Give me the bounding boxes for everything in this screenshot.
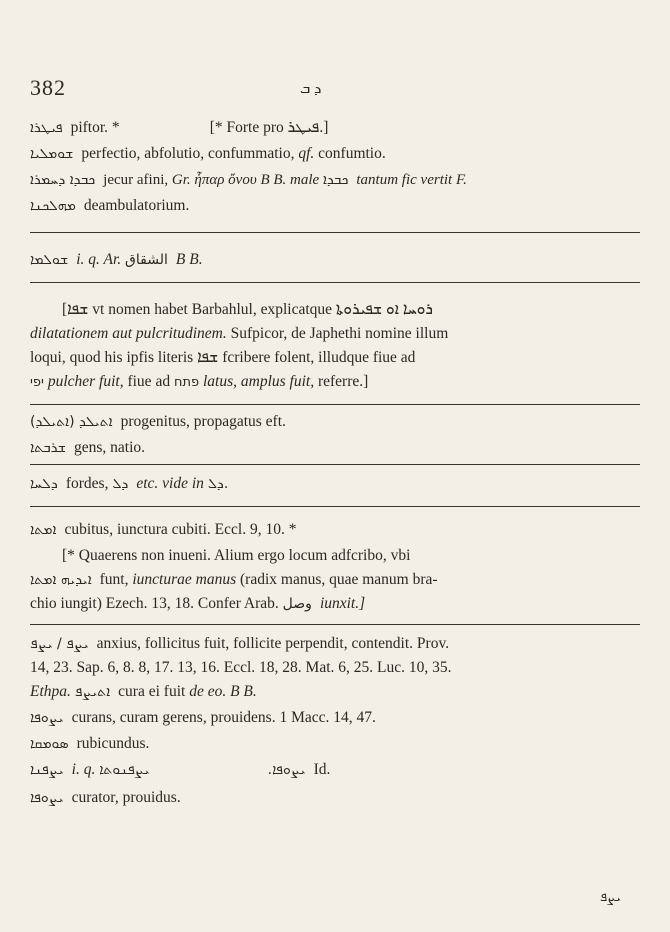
entry-3: ܟܒܕܐ ܕܚܡܪܐ jecur afini, Gr. ἧπαρ ὄνου B B. male ܟܒܕܐ tantum fic vertit F.	[30, 172, 467, 188]
entry-cubitus: ܐܡܬܐ cubitus, iunctura cubiti. Eccl. 9, 10. *	[30, 521, 297, 538]
divider	[30, 282, 640, 283]
entry7-line2: 14, 23. Sap. 6, 8. 8, 17. 13, 16. Eccl. 18, 28. Mat. 6, 25. Luc. 10, 35.	[30, 659, 452, 676]
entry-curans: ܝܨܘܦܐ curans, curam gerens, prouidens. 1 Macc. 14, 47.	[30, 709, 376, 726]
entry-1: ܦܝܛܪܐ piftor. * [* Forte pro ܦܝܛܪ.]	[30, 119, 329, 136]
entry7-line1: ܝܨܦ / ܝܨܦ anxius, follicitus fuit, follicite perpendit, contendit. Prov.	[30, 635, 450, 652]
entry7-line3: Ethpa. ܐܬܝܨܦ cura ei fuit de eo. B B.	[30, 683, 257, 700]
divider	[30, 404, 640, 405]
divider	[30, 464, 640, 465]
entry-2: ܫܘܡܠܝܐ perfectio, abfolutio, confummatio, qf. confumtio.	[30, 145, 386, 162]
catchword: ܝܨܦ	[600, 890, 621, 905]
divider	[30, 624, 640, 625]
entry-shulama: ܫܘܠܡܐ i. q. Ar. الشقاق B B.	[30, 251, 203, 268]
entry-etiled: (ܐܬܝܠܕ) ܐܬܝܠܕ progenitus, propagatus eft.	[30, 413, 286, 430]
entry-rubicundus: ܣܘܡܩܐ rubicundus.	[30, 735, 150, 752]
divider	[30, 232, 640, 233]
divider	[30, 506, 640, 507]
entry-iq: ܝܨܦܢܐ i. q. ܝܨܘܦܐ.ܝܨܦܢܘܬܐ Id.	[30, 761, 331, 778]
para2-line1: [* Quaerens non inueni. Alium ergo locum adfcribo, vbi	[62, 547, 411, 564]
page-number: 382	[30, 75, 66, 100]
para2-line3: chio iungit) Ezech. 13, 18. Confer Arab. وصل iunxit.]	[30, 595, 366, 612]
entry-4: ܡܗܠܟܢܐ deambulatorium.	[30, 197, 190, 214]
para2-line2: ܐܝܕܝܗ ܐܡܬܐ funt, iuncturae manus (radix manus, quae manum bra-	[30, 571, 438, 588]
entry-curator: ܝܨܘܦܐ curator, prouidus.	[30, 789, 181, 806]
para1-line3: loqui, quod his ipfis literis ܫܦܐ fcribere folent, illudque fiue ad	[30, 349, 416, 366]
para1-line1: [ܫܦܐ vt nomen habet Barbahlul, explicatque ܪܘܚܐ ܐܘ ܫܦܝܪܘܬܐ	[62, 301, 433, 318]
entry-sordes: ܕܠܚܐ fordes, ܕܠ etc. vide in ܕܠ.	[30, 475, 229, 492]
para1-line2: dilatationem aut pulcritudinem. Sufpicor, de Japhethi nomine illum	[30, 325, 449, 342]
page-header-syriac: ܕ ܒ	[300, 81, 322, 97]
para1-line4: יפי pulcher fuit, fiue ad פתח latus, amplus fuit, referre.]	[30, 373, 369, 390]
entry-sharbeta: ܫܪܒܬܐ gens, natio.	[30, 439, 146, 456]
